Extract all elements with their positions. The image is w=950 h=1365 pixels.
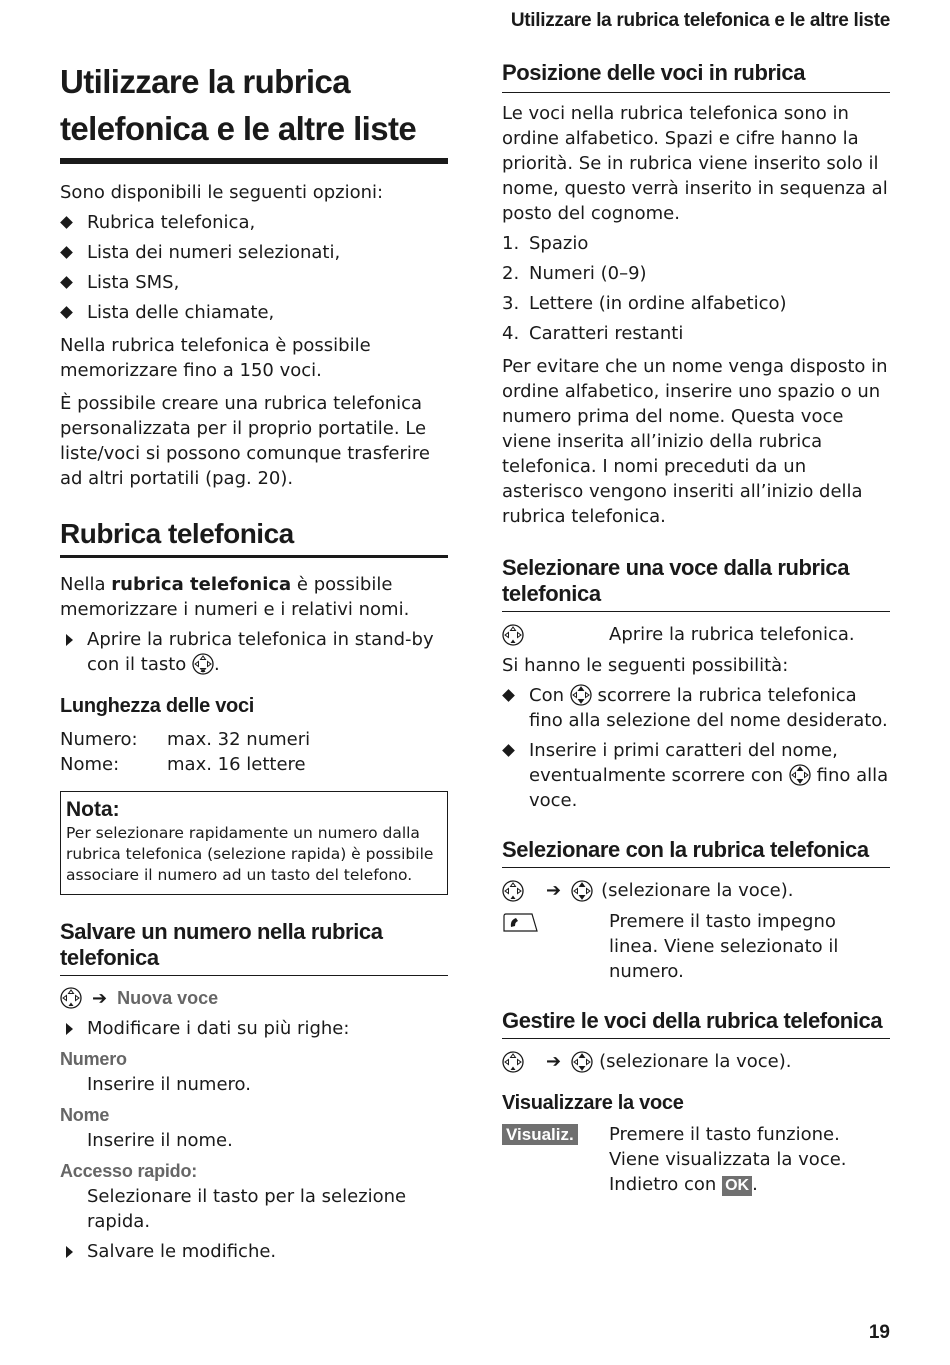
- menu-nuova-voce[interactable]: Nuova voce: [117, 988, 219, 1008]
- field-label-accesso: Accesso rapido:: [60, 1161, 198, 1181]
- softkey-visualiz[interactable]: Visualiz.: [502, 1124, 578, 1145]
- step-save: Salvare le modifiche.: [60, 1239, 448, 1264]
- section-heading-selezionare-voce: Selezionare una voce dalla rubrica telefonica: [502, 555, 890, 612]
- section-heading-gestire: Gestire le voci della rubrica telefonica: [502, 1008, 890, 1039]
- subheading-visualizzare: Visualizzare la voce: [502, 1092, 684, 1114]
- list-item: Lista dei numeri selezionati,: [60, 240, 448, 265]
- list-item: Inserire i primi caratteri del nome, eventualmente scorrere con fino alla voce.: [502, 738, 890, 813]
- section-heading-posizione: Posizione delle voci in rubrica: [502, 60, 890, 93]
- nav-key-icon: [571, 1051, 593, 1073]
- field-text-accesso: Selezionare il tasto per la selezione rapida.: [87, 1186, 407, 1232]
- talk-key-icon: [502, 912, 538, 932]
- field-label-nome: Nome: [60, 1105, 110, 1125]
- select-entry-row: ➔ (selezionare la voce).: [502, 878, 890, 903]
- talk-key-row: Premere il tasto impegno linea. Viene selezionato il numero.: [502, 909, 890, 984]
- left-column: [60, 58, 448, 1264]
- page-number: 19: [868, 1322, 890, 1343]
- possibilities-text: Si hanno le seguenti possibilità:: [502, 655, 789, 676]
- list-item: Rubrica telefonica,: [60, 210, 448, 235]
- list-item: Con scorrere la rubrica telefonica fino alla selezione del nome desiderato.: [502, 683, 890, 733]
- section-heading-rubrica: Rubrica telefonica: [60, 517, 448, 558]
- field-label-numero: Numero: [60, 1049, 127, 1069]
- position-text-2: Per evitare che un nome venga disposto in ordine alfabetico, inserire uno spazio o un numero prima del nome. Questa voce viene inserita all’inizio della rubrica telefonica. I nomi preceduti da un asterisco vengono inseriti all’inizio della rubrica telefonica.: [502, 356, 888, 527]
- order-item: 1. Spazio: [502, 233, 589, 254]
- ok-key[interactable]: OK: [722, 1176, 752, 1196]
- note-title: Nota:: [66, 798, 120, 821]
- arrow-icon: ➔: [546, 880, 562, 901]
- new-entry-path: [60, 986, 448, 1011]
- order-item: 2. Numeri (0–9): [502, 263, 647, 284]
- nav-key-icon: [570, 684, 592, 706]
- step-modify: Modificare i dati su più righe:: [60, 1016, 448, 1041]
- step-open-phonebook: Aprire la rubrica telefonica in stand-by con il tasto .: [60, 627, 448, 677]
- field-text-numero: Inserire il numero.: [87, 1074, 251, 1095]
- position-text: Le voci nella rubrica telefonica sono in ordine alfabetico. Spazi e cifre hanno la priorità. Se in rubrica viene inserito solo il nome, questo verrà inserito in sequenza al posto del cognome.: [502, 103, 888, 224]
- personal-text: È possibile creare una rubrica telefonica personalizzata per il proprio portatile. Le liste/voci si possono comunque trasferire ad altri portatili (pag. 20).: [60, 393, 430, 489]
- nav-key-icon: [502, 1051, 524, 1073]
- nav-key-icon: [192, 653, 214, 675]
- nav-key-icon: [502, 624, 524, 646]
- nav-key-icon: [502, 880, 524, 902]
- view-entry-row: Visualiz. Premere il tasto funzione. Viene visualizzata la voce. Indietro con OK .: [502, 1122, 890, 1197]
- intro-text: Sono disponibili le seguenti opzioni:: [60, 182, 384, 203]
- capacity-text: Nella rubrica telefonica è possibile memorizzare fino a 150 voci.: [60, 335, 371, 381]
- section-heading-selezionare-con: Selezionare con la rubrica telefonica: [502, 837, 890, 868]
- right-column: [502, 58, 890, 1197]
- arrow-icon: ➔: [546, 1051, 562, 1072]
- subheading-lunghezza: Lunghezza delle voci: [60, 695, 255, 717]
- open-phonebook-row: Aprire la rubrica telefonica.: [502, 622, 890, 647]
- rubrica-text: Nella rubrica telefonica è possibile memorizzare i numeri e i relativi nomi.: [60, 574, 410, 620]
- note-box: [60, 791, 448, 895]
- order-item: 4. Caratteri restanti: [502, 323, 684, 344]
- field-text-nome: Inserire il nome.: [87, 1130, 233, 1151]
- chapter-title: Utilizzare la rubrica telefonica e le altre liste: [60, 58, 448, 164]
- nav-key-icon: [60, 987, 82, 1009]
- length-row: Numero: max. 32 numeri: [60, 729, 311, 750]
- order-item: 3. Lettere (in ordine alfabetico): [502, 293, 787, 314]
- arrow-icon: ➔: [92, 988, 108, 1009]
- note-body: Per selezionare rapidamente un numero dalla rubrica telefonica (selezione rapida) è possibile associare il numero ad un tasto del telefono.: [66, 824, 434, 884]
- nav-key-icon: [789, 764, 811, 786]
- section-heading-salvare: Salvare un numero nella rubrica telefonica: [60, 919, 448, 976]
- length-row: Nome: max. 16 lettere: [60, 754, 306, 775]
- list-item: Lista SMS,: [60, 270, 448, 295]
- nav-key-icon: [571, 880, 593, 902]
- list-item: Lista delle chiamate,: [60, 300, 448, 325]
- manage-select-row: ➔ (selezionare la voce).: [502, 1049, 890, 1074]
- running-header: Utilizzare la rubrica telefonica e le altre liste: [510, 10, 890, 31]
